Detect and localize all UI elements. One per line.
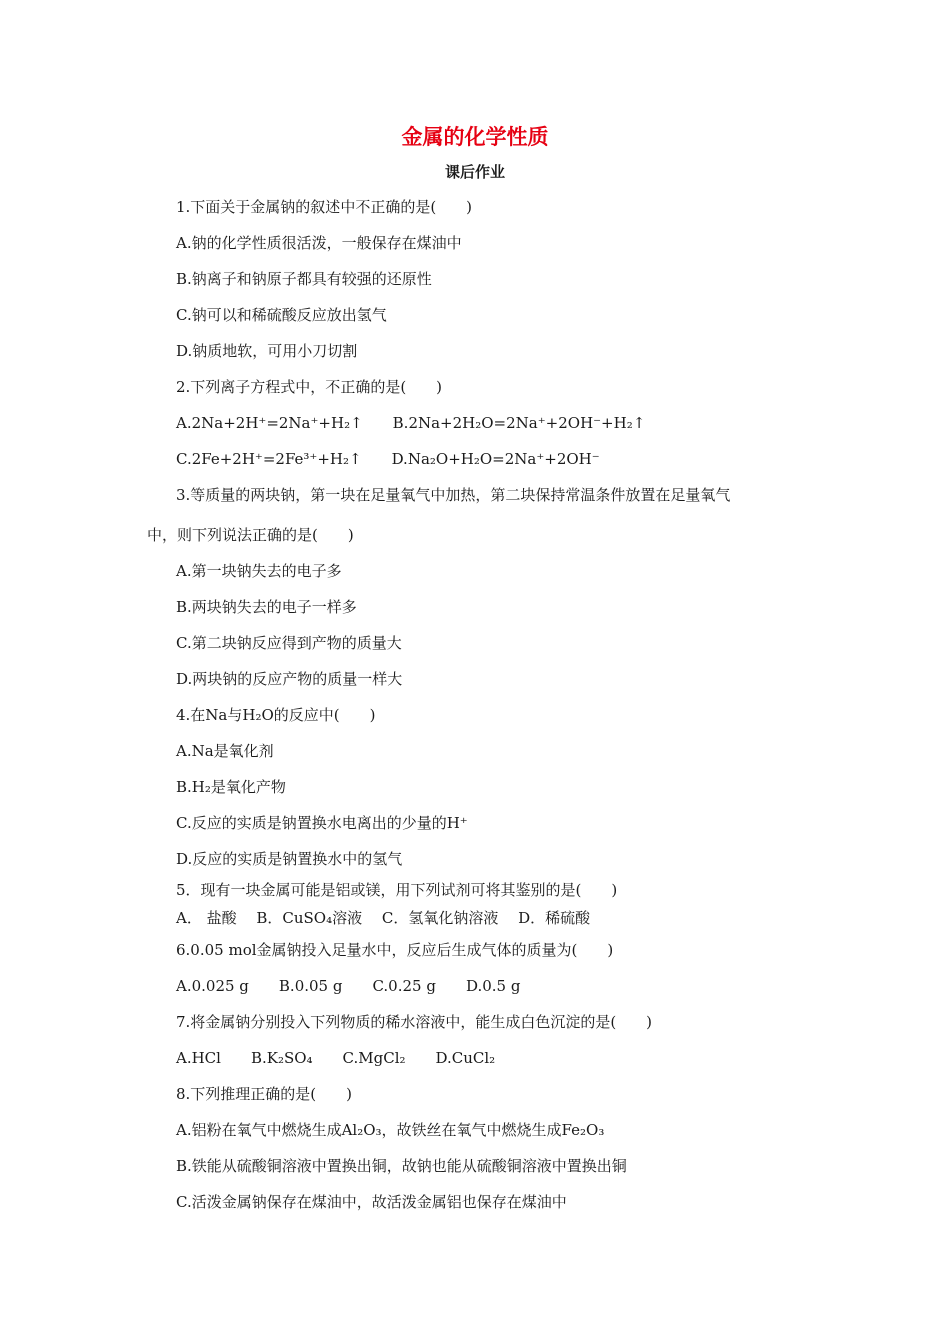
question-8-option-b: B.铁能从硫酸铜溶液中置换出铜，故钠也能从硫酸铜溶液中置换出铜 — [176, 1157, 627, 1175]
document-title: 金属的化学性质 — [401, 125, 549, 149]
question-4-option-a: A.Na是氧化剂 — [176, 742, 274, 760]
question-2-stem: 2.下列离子方程式中，不正确的是( ) — [176, 378, 443, 396]
question-5-stem: 5．现有一块金属可能是铝或镁，用下列试剂可将其鉴别的是( ) — [176, 881, 618, 899]
question-5-options: A． 盐酸 B．CuSO₄溶液 C．氢氧化钠溶液 D．稀硫酸 — [176, 909, 591, 927]
question-6-options: A.0.025 g B.0.05 g C.0.25 g D.0.5 g — [176, 977, 521, 995]
question-1-option-d: D.钠质地软，可用小刀切割 — [176, 342, 358, 360]
question-2-options-cd: C.2Fe+2H⁺=2Fe³⁺+H₂↑ D.Na₂O+H₂O=2Na⁺+2OH⁻ — [176, 450, 600, 468]
question-8-option-a: A.铝粉在氧气中燃烧生成Al₂O₃，故铁丝在氧气中燃烧生成Fe₂O₃ — [176, 1121, 605, 1139]
question-7-options: A.HCl B.K₂SO₄ C.MgCl₂ D.CuCl₂ — [176, 1049, 496, 1067]
question-4-option-d: D.反应的实质是钠置换水中的氢气 — [176, 850, 403, 868]
question-8-stem: 8.下列推理正确的是( ) — [176, 1085, 353, 1103]
question-4-option-c: C.反应的实质是钠置换水电离出的少量的H⁺ — [176, 814, 468, 832]
question-2-options-ab: A.2Na+2H⁺=2Na⁺+H₂↑ B.2Na+2H₂O=2Na⁺+2OH⁻+H₂↑ — [176, 414, 646, 432]
question-3-option-c: C.第二块钠反应得到产物的质量大 — [176, 634, 402, 652]
question-4-option-b: B.H₂是氧化产物 — [176, 778, 286, 796]
document-subtitle: 课后作业 — [444, 163, 505, 181]
question-6-stem: 6.0.05 mol金属钠投入足量水中，反应后生成气体的质量为( ) — [176, 941, 614, 959]
question-8-option-c: C.活泼金属钠保存在煤油中，故活泼金属铝也保存在煤油中 — [176, 1193, 567, 1211]
question-1-stem: 1.下面关于金属钠的叙述中不正确的是( ) — [176, 198, 473, 216]
question-1-option-b: B.钠离子和钠原子都具有较强的还原性 — [176, 270, 432, 288]
question-3-option-a: A.第一块钠失去的电子多 — [176, 562, 342, 580]
question-3-option-d: D.两块钠的反应产物的质量一样大 — [176, 670, 403, 688]
question-3-option-b: B.两块钠失去的电子一样多 — [176, 598, 357, 616]
question-1-option-c: C.钠可以和稀硫酸反应放出氢气 — [176, 306, 387, 324]
question-4-stem: 4.在Na与H₂O的反应中( ) — [176, 706, 376, 724]
question-1-option-a: A.钠的化学性质很活泼，一般保存在煤油中 — [176, 234, 462, 252]
question-7-stem: 7.将金属钠分别投入下列物质的稀水溶液中，能生成白色沉淀的是( ) — [176, 1013, 653, 1031]
question-3-stem-continued: 中，则下列说法正确的是( ) — [147, 526, 354, 544]
question-3-stem: 3.等质量的两块钠，第一块在足量氧气中加热，第二块保持常温条件放置在足量氧气 — [176, 486, 731, 504]
